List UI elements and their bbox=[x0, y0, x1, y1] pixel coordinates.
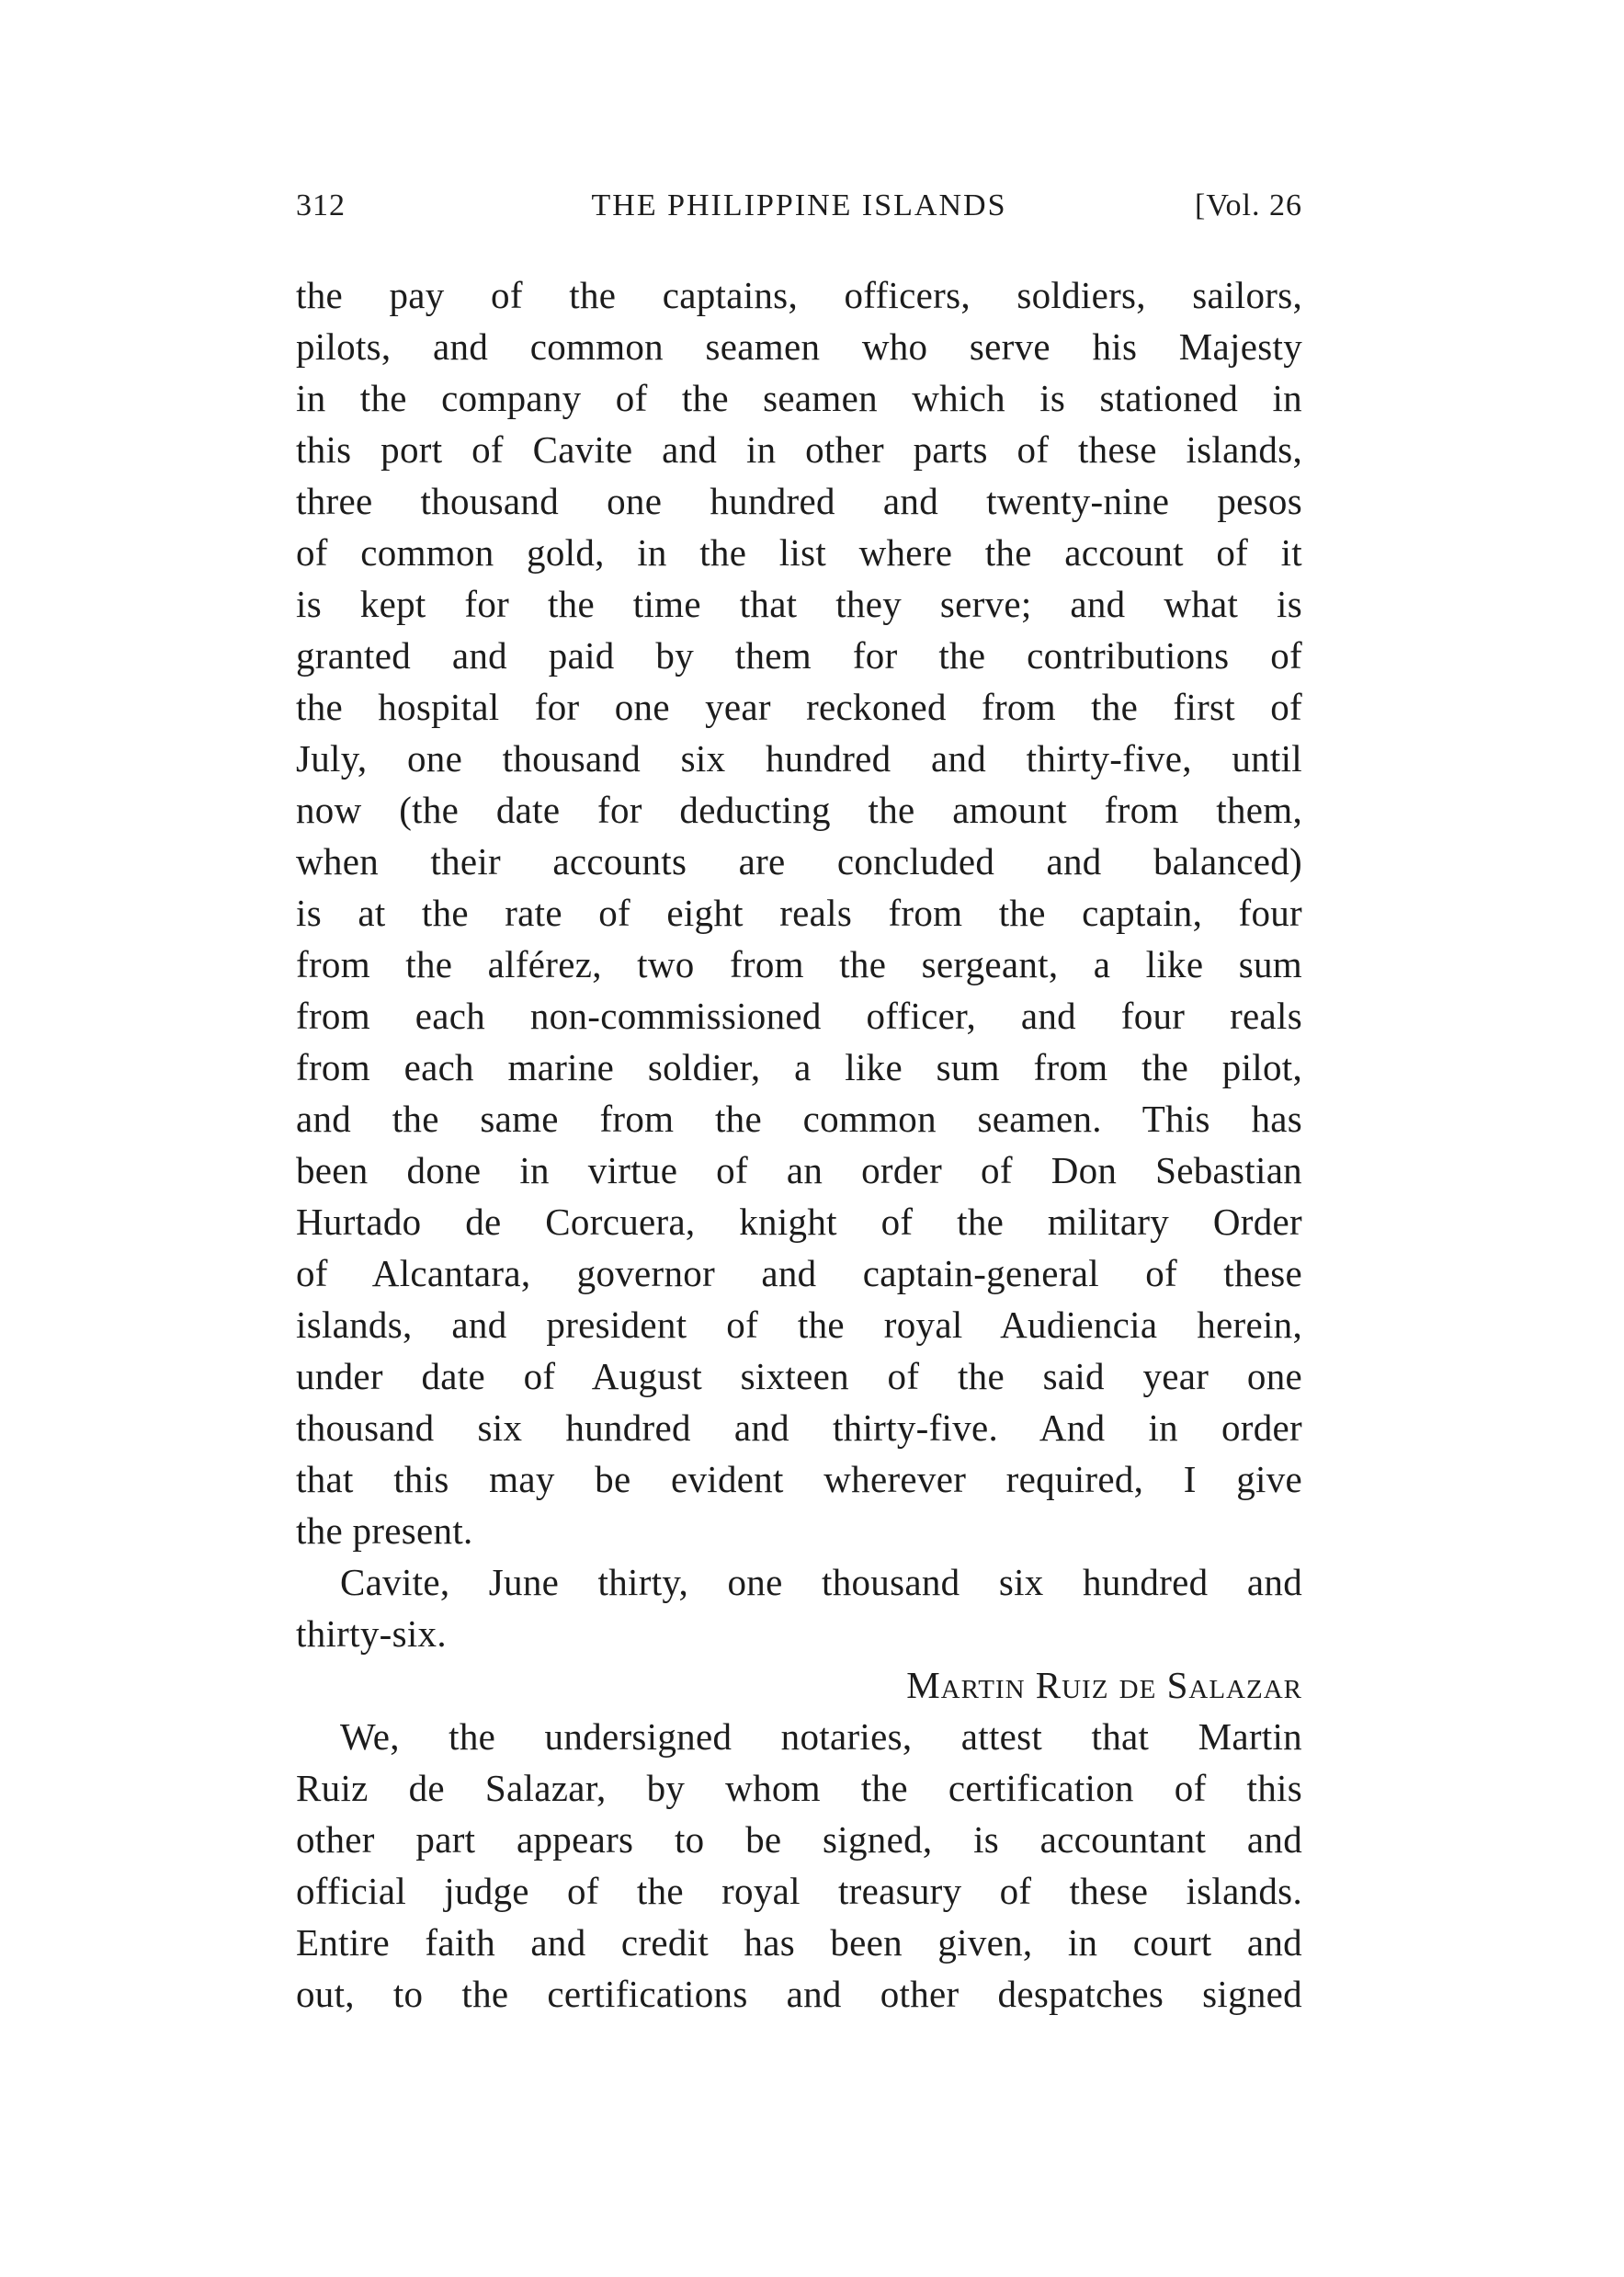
text-line: thousand six hundred and thirty-five. And in order bbox=[296, 1406, 1302, 1449]
signature: Martin Ruiz de Salazar bbox=[906, 1664, 1302, 1706]
text-line: the pay of the captains, officers, soldiers, sailors, bbox=[296, 274, 1302, 316]
text-line: Cavite, June thirty, one thousand six hundred and bbox=[340, 1561, 1302, 1603]
text-line: of common gold, in the list where the account of it bbox=[296, 531, 1302, 574]
page-number: 312 bbox=[296, 188, 346, 222]
text-line: under date of August sixteen of the said year one bbox=[296, 1355, 1302, 1397]
text-line: of Alcantara, governor and captain-general of these bbox=[296, 1252, 1302, 1294]
text-line: from each non-commissioned officer, and four reals bbox=[296, 995, 1302, 1037]
page-header bbox=[296, 188, 1302, 234]
text-line: Entire faith and credit has been given, in court and bbox=[296, 1921, 1302, 1964]
body-text bbox=[296, 269, 1302, 2020]
text-line: been done in virtue of an order of Don Sebastian bbox=[296, 1149, 1302, 1191]
text-line: from each marine soldier, a like sum from the pilot, bbox=[296, 1046, 1302, 1088]
text-line: out, to the certifications and other despatches signed bbox=[296, 1973, 1302, 2015]
running-title: THE PHILIPPINE ISLANDS bbox=[591, 188, 1007, 222]
text-line: thirty-six. bbox=[296, 1612, 447, 1655]
text-line: three thousand one hundred and twenty-nine pesos bbox=[296, 480, 1302, 522]
text-line: Ruiz de Salazar, by whom the certification of this bbox=[296, 1767, 1302, 1809]
text-line: now (the date for deducting the amount from them, bbox=[296, 789, 1302, 831]
text-line: is kept for the time that they serve; and what is bbox=[296, 583, 1302, 625]
text-line: is at the rate of eight reals from the captain, four bbox=[296, 892, 1302, 934]
text-line: official judge of the royal treasury of these islands. bbox=[296, 1870, 1302, 1912]
text-line: and the same from the common seamen. This has bbox=[296, 1098, 1302, 1140]
text-line: this port of Cavite and in other parts of these islands, bbox=[296, 428, 1302, 471]
text-line: in the company of the seamen which is stationed in bbox=[296, 377, 1302, 419]
text-line: pilots, and common seamen who serve his Majesty bbox=[296, 325, 1302, 368]
text-line: from the alférez, two from the sergeant, a like sum bbox=[296, 943, 1302, 985]
text-line: granted and paid by them for the contributions of bbox=[296, 634, 1302, 677]
text-line: that this may be evident wherever required, I give bbox=[296, 1458, 1302, 1500]
text-line: islands, and president of the royal Audiencia herein, bbox=[296, 1304, 1302, 1346]
text-line: Hurtado de Corcuera, knight of the military Order bbox=[296, 1201, 1302, 1243]
volume-label: [Vol. 26 bbox=[1195, 188, 1302, 222]
text-line: We, the undersigned notaries, attest that Martin bbox=[340, 1715, 1302, 1758]
text-line: the present. bbox=[296, 1509, 473, 1552]
text-line: when their accounts are concluded and balanced) bbox=[296, 840, 1302, 882]
text-line: the hospital for one year reckoned from the first of bbox=[296, 686, 1302, 728]
text-line: other part appears to be signed, is accountant and bbox=[296, 1818, 1302, 1861]
text-line: July, one thousand six hundred and thirty-five, until bbox=[296, 737, 1302, 780]
